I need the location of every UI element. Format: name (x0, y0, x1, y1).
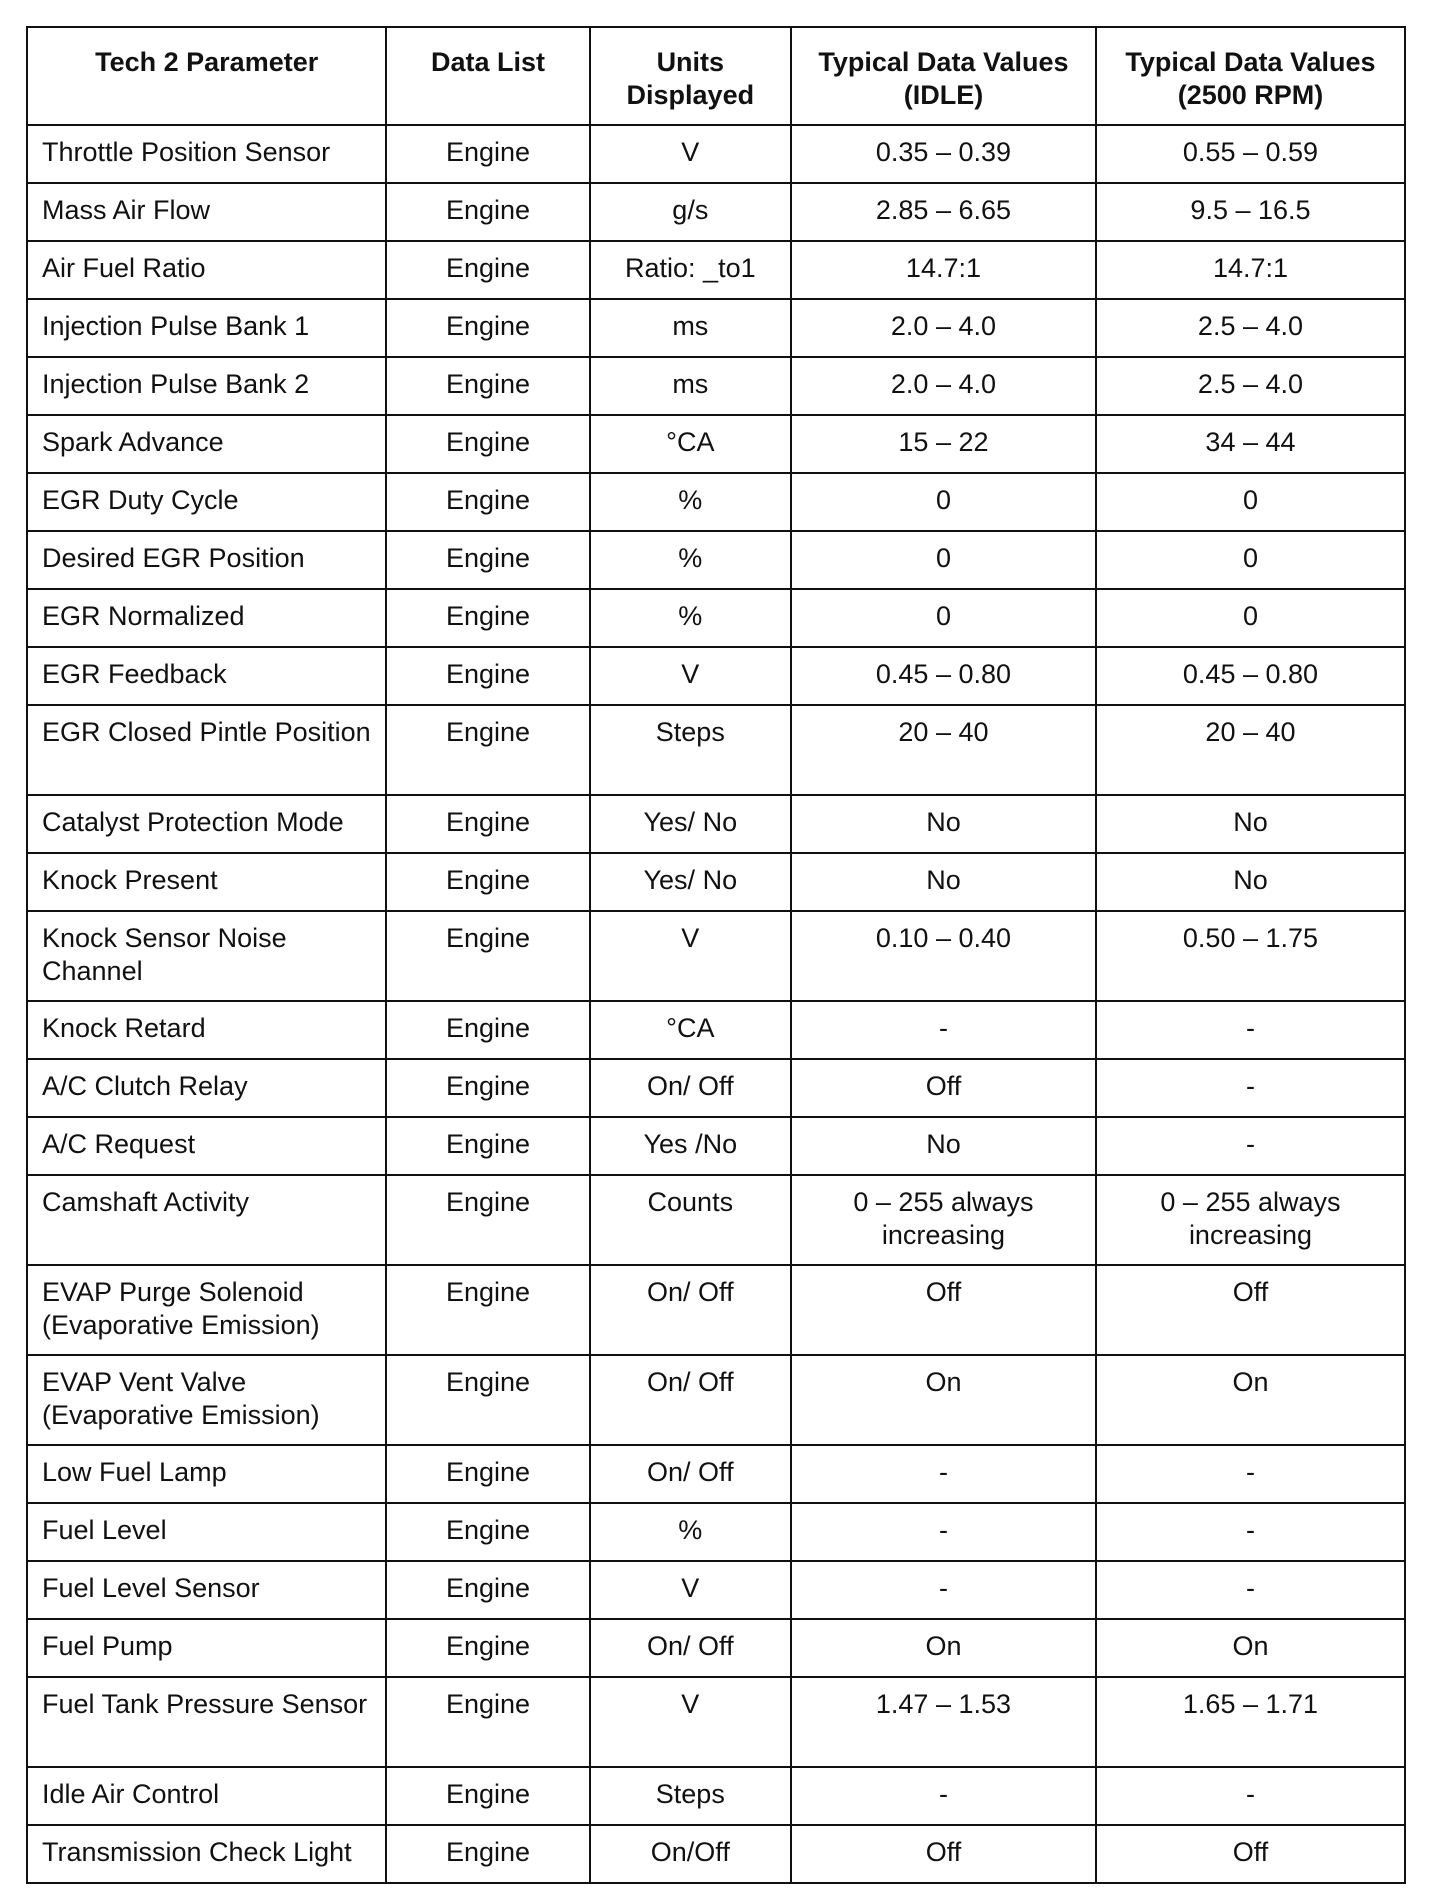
parameter-cell: Low Fuel Lamp (27, 1445, 386, 1503)
parameter-cell: EGR Normalized (27, 589, 386, 647)
data-list-cell: Engine (386, 1561, 589, 1619)
table-row (27, 1117, 1405, 1175)
data-list-cell: Engine (386, 1355, 589, 1445)
rpm-value-cell: 34 – 44 (1096, 415, 1405, 473)
parameter-cell: A/C Clutch Relay (27, 1059, 386, 1117)
rpm-value-cell: - (1096, 1117, 1405, 1175)
data-list-cell: Engine (386, 415, 589, 473)
units-cell: ms (590, 299, 791, 357)
tech2-data-table (26, 26, 1406, 1884)
rpm-value-cell: - (1096, 1445, 1405, 1503)
units-cell: °CA (590, 415, 791, 473)
table-row (27, 299, 1405, 357)
data-list-cell: Engine (386, 647, 589, 705)
data-list-cell: Engine (386, 1001, 589, 1059)
units-cell: On/ Off (590, 1445, 791, 1503)
table-row (27, 183, 1405, 241)
idle-value-cell: - (791, 1503, 1096, 1561)
parameter-cell: Desired EGR Position (27, 531, 386, 589)
data-list-cell: Engine (386, 183, 589, 241)
units-cell: Yes /No (590, 1117, 791, 1175)
data-list-cell: Engine (386, 299, 589, 357)
table-row (27, 1619, 1405, 1677)
idle-value-cell: 0 (791, 589, 1096, 647)
units-cell: V (590, 1561, 791, 1619)
idle-value-cell: 14.7:1 (791, 241, 1096, 299)
table-row (27, 473, 1405, 531)
rpm-value-cell: 2.5 – 4.0 (1096, 357, 1405, 415)
idle-value-cell: 0.10 – 0.40 (791, 911, 1096, 1001)
table-row (27, 1677, 1405, 1767)
idle-value-cell: No (791, 795, 1096, 853)
table-row (27, 125, 1405, 183)
idle-value-cell: 0 – 255 always increasing (791, 1175, 1096, 1265)
rpm-value-cell: 20 – 40 (1096, 705, 1405, 795)
table-row (27, 241, 1405, 299)
parameter-cell: Fuel Level (27, 1503, 386, 1561)
units-cell: g/s (590, 183, 791, 241)
table-row (27, 911, 1405, 1001)
parameter-cell: Throttle Position Sensor (27, 125, 386, 183)
rpm-value-cell: 0.45 – 0.80 (1096, 647, 1405, 705)
rpm-value-cell: 0 (1096, 473, 1405, 531)
rpm-value-cell: 9.5 – 16.5 (1096, 183, 1405, 241)
data-list-cell: Engine (386, 473, 589, 531)
parameter-cell: Fuel Tank Pressure Sensor (27, 1677, 386, 1767)
parameter-cell: EGR Feedback (27, 647, 386, 705)
parameter-cell: A/C Request (27, 1117, 386, 1175)
parameter-cell: EGR Duty Cycle (27, 473, 386, 531)
rpm-value-cell: - (1096, 1561, 1405, 1619)
table-row (27, 1265, 1405, 1355)
rpm-value-cell: 0.55 – 0.59 (1096, 125, 1405, 183)
units-cell: Yes/ No (590, 853, 791, 911)
table-row (27, 1825, 1405, 1883)
data-list-cell: Engine (386, 1825, 589, 1883)
rpm-value-cell: 14.7:1 (1096, 241, 1405, 299)
idle-value-cell: - (791, 1445, 1096, 1503)
idle-value-cell: Off (791, 1265, 1096, 1355)
data-list-cell: Engine (386, 1117, 589, 1175)
table-row (27, 589, 1405, 647)
units-cell: V (590, 1677, 791, 1767)
units-cell: Steps (590, 1767, 791, 1825)
header-data-list: Data List (386, 27, 589, 125)
rpm-value-cell: 0 (1096, 589, 1405, 647)
data-list-cell: Engine (386, 911, 589, 1001)
idle-value-cell: - (791, 1767, 1096, 1825)
rpm-value-cell: - (1096, 1503, 1405, 1561)
data-list-cell: Engine (386, 1059, 589, 1117)
idle-value-cell: 2.0 – 4.0 (791, 357, 1096, 415)
units-cell: On/ Off (590, 1265, 791, 1355)
table-row (27, 357, 1405, 415)
data-list-cell: Engine (386, 1445, 589, 1503)
idle-value-cell: No (791, 853, 1096, 911)
table-row (27, 1503, 1405, 1561)
units-cell: % (590, 531, 791, 589)
data-list-cell: Engine (386, 1677, 589, 1767)
header-parameter: Tech 2 Parameter (27, 27, 386, 125)
rpm-value-cell: - (1096, 1001, 1405, 1059)
rpm-value-cell: - (1096, 1059, 1405, 1117)
parameter-cell: Mass Air Flow (27, 183, 386, 241)
units-cell: On/ Off (590, 1355, 791, 1445)
table-body (27, 125, 1405, 1883)
rpm-value-cell: On (1096, 1355, 1405, 1445)
table-row (27, 647, 1405, 705)
table-row (27, 1561, 1405, 1619)
units-cell: V (590, 911, 791, 1001)
units-cell: V (590, 125, 791, 183)
units-cell: On/ Off (590, 1619, 791, 1677)
idle-value-cell: No (791, 1117, 1096, 1175)
parameter-cell: Knock Sensor Noise Channel (27, 911, 386, 1001)
units-cell: % (590, 589, 791, 647)
table-row (27, 853, 1405, 911)
parameter-cell: Transmission Check Light (27, 1825, 386, 1883)
idle-value-cell: Off (791, 1825, 1096, 1883)
units-cell: Steps (590, 705, 791, 795)
data-list-cell: Engine (386, 853, 589, 911)
table-row (27, 1175, 1405, 1265)
units-cell: V (590, 647, 791, 705)
idle-value-cell: 2.85 – 6.65 (791, 183, 1096, 241)
table-row (27, 705, 1405, 795)
rpm-value-cell: No (1096, 853, 1405, 911)
idle-value-cell: 0 (791, 531, 1096, 589)
table-row (27, 415, 1405, 473)
parameter-cell: EVAP Purge Solenoid (Evaporative Emission) (27, 1265, 386, 1355)
data-list-cell: Engine (386, 1503, 589, 1561)
units-cell: % (590, 473, 791, 531)
rpm-value-cell: - (1096, 1767, 1405, 1825)
units-cell: ms (590, 357, 791, 415)
table-row (27, 1355, 1405, 1445)
idle-value-cell: 20 – 40 (791, 705, 1096, 795)
units-cell: On/Off (590, 1825, 791, 1883)
parameter-cell: Fuel Level Sensor (27, 1561, 386, 1619)
units-cell: On/ Off (590, 1059, 791, 1117)
table-row (27, 531, 1405, 589)
table-row (27, 1767, 1405, 1825)
parameter-cell: Catalyst Protection Mode (27, 795, 386, 853)
data-list-cell: Engine (386, 1767, 589, 1825)
idle-value-cell: On (791, 1619, 1096, 1677)
parameter-cell: EGR Closed Pintle Position (27, 705, 386, 795)
data-list-cell: Engine (386, 531, 589, 589)
idle-value-cell: Off (791, 1059, 1096, 1117)
idle-value-cell: 0.45 – 0.80 (791, 647, 1096, 705)
rpm-value-cell: Off (1096, 1265, 1405, 1355)
rpm-value-cell: 0.50 – 1.75 (1096, 911, 1405, 1001)
parameter-cell: Spark Advance (27, 415, 386, 473)
data-list-cell: Engine (386, 357, 589, 415)
idle-value-cell: On (791, 1355, 1096, 1445)
units-cell: °CA (590, 1001, 791, 1059)
data-list-cell: Engine (386, 1265, 589, 1355)
units-cell: Yes/ No (590, 795, 791, 853)
data-list-cell: Engine (386, 241, 589, 299)
data-list-cell: Engine (386, 589, 589, 647)
parameter-cell: Air Fuel Ratio (27, 241, 386, 299)
idle-value-cell: 0 (791, 473, 1096, 531)
idle-value-cell: - (791, 1001, 1096, 1059)
data-list-cell: Engine (386, 795, 589, 853)
data-list-cell: Engine (386, 705, 589, 795)
rpm-value-cell: 0 (1096, 531, 1405, 589)
parameter-cell: Injection Pulse Bank 2 (27, 357, 386, 415)
idle-value-cell: 2.0 – 4.0 (791, 299, 1096, 357)
idle-value-cell: 15 – 22 (791, 415, 1096, 473)
parameter-cell: Fuel Pump (27, 1619, 386, 1677)
rpm-value-cell: 1.65 – 1.71 (1096, 1677, 1405, 1767)
parameter-cell: Injection Pulse Bank 1 (27, 299, 386, 357)
table-row (27, 1001, 1405, 1059)
parameter-cell: Idle Air Control (27, 1767, 386, 1825)
data-list-cell: Engine (386, 1619, 589, 1677)
units-cell: Ratio: _to1 (590, 241, 791, 299)
rpm-value-cell: Off (1096, 1825, 1405, 1883)
parameter-cell: Camshaft Activity (27, 1175, 386, 1265)
idle-value-cell: 0.35 – 0.39 (791, 125, 1096, 183)
data-list-cell: Engine (386, 1175, 589, 1265)
header-idle: Typical Data Values (IDLE) (791, 27, 1096, 125)
rpm-value-cell: 0 – 255 always increasing (1096, 1175, 1405, 1265)
header-row (27, 27, 1405, 125)
parameter-cell: Knock Retard (27, 1001, 386, 1059)
table-row (27, 795, 1405, 853)
data-list-cell: Engine (386, 125, 589, 183)
table-row (27, 1445, 1405, 1503)
idle-value-cell: - (791, 1561, 1096, 1619)
rpm-value-cell: 2.5 – 4.0 (1096, 299, 1405, 357)
header-2500rpm: Typical Data Values (2500 RPM) (1096, 27, 1405, 125)
header-units: Units Displayed (590, 27, 791, 125)
units-cell: % (590, 1503, 791, 1561)
rpm-value-cell: On (1096, 1619, 1405, 1677)
rpm-value-cell: No (1096, 795, 1405, 853)
idle-value-cell: 1.47 – 1.53 (791, 1677, 1096, 1767)
parameter-cell: EVAP Vent Valve (Evaporative Emission) (27, 1355, 386, 1445)
table-row (27, 1059, 1405, 1117)
parameter-cell: Knock Present (27, 853, 386, 911)
units-cell: Counts (590, 1175, 791, 1265)
